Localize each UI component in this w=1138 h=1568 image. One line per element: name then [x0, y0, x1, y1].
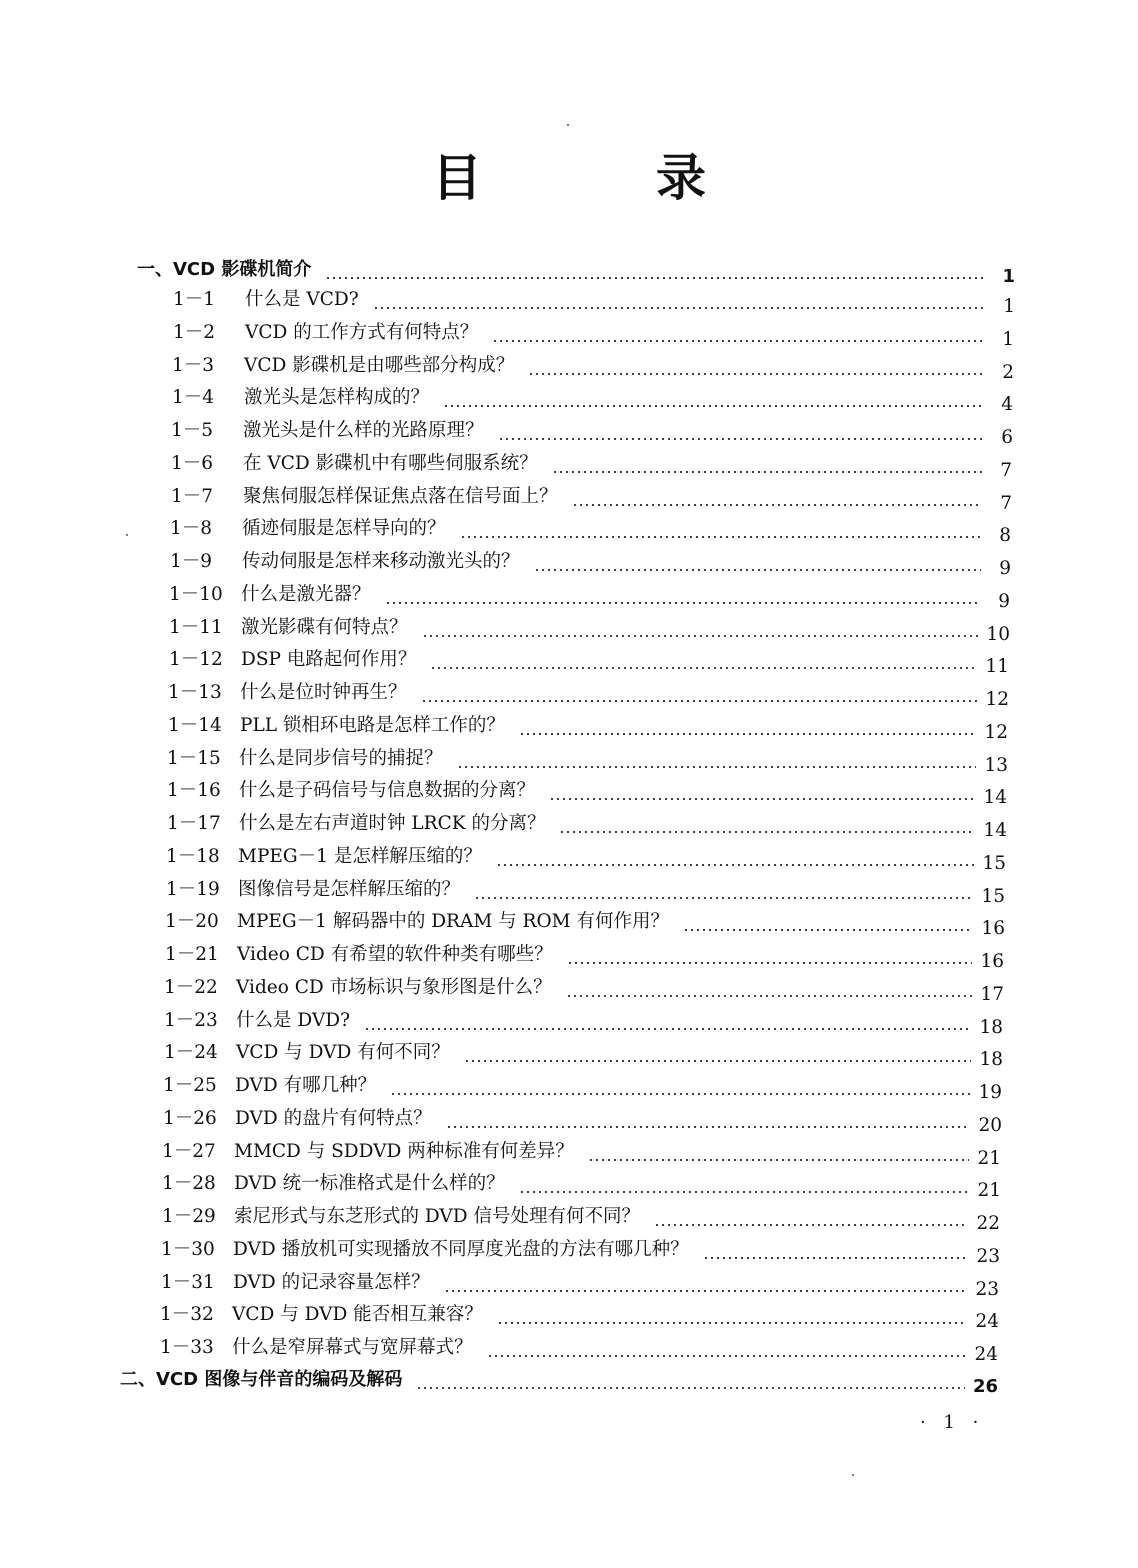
entry-title: 什么是窄屏幕式与宽屏幕式？: [232, 1337, 473, 1358]
entry-title: 索尼形式与东芝形式的 DVD 信号处理有何不同？: [234, 1206, 640, 1227]
entry-title: 激光头是什么样的光路原理？: [243, 420, 484, 441]
entry-number: 1－16: [167, 780, 221, 801]
page-number-ref: 19: [978, 1082, 1002, 1103]
toc-entry: [164, 974, 1004, 1005]
dot-leader: [487, 1334, 967, 1362]
entry-title: MPEG－1 解码器中的 DRAM 与 ROM 有何作用？: [237, 911, 669, 932]
dot-leader: [519, 1170, 970, 1198]
toc-entry: [161, 1269, 999, 1300]
entry-number: 1－19: [166, 879, 220, 900]
entry-number: 1－20: [165, 911, 219, 932]
entry-number: 1－3: [172, 355, 215, 376]
dot-leader: [390, 1072, 970, 1100]
dot-leader: [474, 876, 973, 904]
toc-entry: [167, 745, 1008, 776]
toc-entry: [171, 417, 1013, 448]
entry-title: 在 VCD 影碟机中有哪些伺服系统？: [243, 453, 538, 474]
chapter-entry: [120, 1366, 998, 1397]
entry-title: 什么是同步信号的捕捉？: [239, 748, 443, 769]
entry-number: 1－1: [173, 289, 216, 310]
page-number-ref: 18: [979, 1017, 1003, 1038]
toc-entry: [164, 1039, 1003, 1070]
dot-leader: [443, 384, 983, 412]
dot-leader: [519, 712, 977, 740]
dot-leader: [446, 1105, 971, 1133]
entry-title: 聚焦伺服怎样保证焦点落在信号面上？: [243, 486, 558, 507]
entry-title: 什么是 VCD?: [245, 289, 359, 310]
dot-leader: [325, 256, 985, 284]
dot-leader: [497, 1301, 968, 1329]
toc-entry: [168, 712, 1008, 743]
toc-entry: [167, 810, 1007, 841]
page-number-ref: 15: [981, 886, 1005, 907]
entry-title: 传动伺服是怎样来移动激光头的？: [242, 551, 520, 572]
entry-title: DVD 统一标准格式是什么样的？: [234, 1173, 505, 1194]
entry-number: 1－23: [164, 1010, 218, 1031]
entry-number: 1－22: [164, 977, 218, 998]
entry-title: VCD 与 DVD 有何不同？: [236, 1042, 450, 1063]
toc-entry: [165, 941, 1004, 972]
dot-leader: [416, 1366, 965, 1394]
dot-leader: [444, 1269, 968, 1297]
toc-entry: [167, 777, 1007, 808]
chapter-title: 一、VCD 影碟机简介: [137, 259, 312, 280]
page-number-ref: 6: [1001, 427, 1013, 448]
page-title: 目 录: [432, 149, 768, 207]
entry-number: 1－29: [162, 1206, 216, 1227]
dot-leader: [464, 1039, 972, 1067]
page-number-ref: 9: [999, 558, 1011, 579]
page-number-ref: 24: [974, 1344, 998, 1365]
dot-leader: [654, 1203, 968, 1231]
dot-leader: [496, 843, 975, 871]
page-number-ref: 26: [972, 1376, 998, 1397]
entry-number: 1－18: [166, 846, 220, 867]
entry-number: 1－6: [171, 453, 214, 474]
entry-title: DVD 的记录容量怎样？: [233, 1272, 430, 1293]
toc-entry: [172, 352, 1014, 383]
entry-title: VCD 与 DVD 能否相互兼容？: [232, 1304, 483, 1325]
page-number-ref: 1: [1003, 296, 1015, 317]
dot-leader: [528, 352, 984, 380]
page-number-ref: 16: [980, 951, 1004, 972]
dot-leader: [421, 679, 978, 707]
entry-number: 1－9: [170, 551, 213, 572]
dot-leader: [566, 974, 973, 1002]
entry-title: 什么是左右声道时钟 LRCK 的分离？: [239, 813, 546, 834]
toc-entry: [173, 286, 1015, 317]
page-number-ref: 18: [979, 1049, 1003, 1070]
page-number-ref: 16: [981, 918, 1005, 939]
entry-number: 1－17: [167, 813, 221, 834]
toc-entry: [171, 450, 1012, 481]
page-number-ref: 9: [998, 591, 1010, 612]
entry-title: 什么是 DVD?: [236, 1010, 350, 1031]
entry-title: DSP 电路起何作用？: [241, 649, 417, 670]
entry-number: 1－15: [167, 748, 221, 769]
entry-title: DVD 播放机可实现播放不同厚度光盘的方法有哪几种？: [233, 1239, 689, 1260]
dot-leader: [422, 614, 979, 642]
page-number: · 1 ·: [920, 1412, 985, 1433]
page-number-ref: 10: [986, 624, 1010, 645]
toc-entry: [166, 843, 1006, 874]
toc-entry: [160, 1301, 999, 1332]
dot-leader: [457, 745, 977, 773]
entry-number: 1－25: [163, 1075, 217, 1096]
scan-speck: [852, 1474, 854, 1476]
toc-entry: [162, 1138, 1001, 1169]
toc-entry: [169, 581, 1010, 612]
dot-leader: [588, 1138, 970, 1166]
toc-entry: [172, 384, 1013, 415]
page-number-ref: 21: [977, 1180, 1001, 1201]
toc-entry: [165, 908, 1005, 939]
entry-title: VCD 影碟机是由哪些部分构成？: [244, 355, 515, 376]
page-number-ref: 1: [1002, 266, 1015, 287]
page-number-ref: 13: [984, 755, 1008, 776]
entry-title: 循迹伺服是怎样导向的？: [242, 518, 446, 539]
toc-entry: [163, 1105, 1002, 1136]
entry-number: 1－24: [164, 1042, 218, 1063]
page-number-ref: 17: [980, 984, 1004, 1005]
entry-title: Video CD 有希望的软件种类有哪些？: [237, 944, 553, 965]
entry-number: 1－21: [165, 944, 219, 965]
toc-entry: [163, 1072, 1002, 1103]
toc-entry: [170, 515, 1011, 546]
dot-leader: [567, 941, 973, 969]
scan-speck: [126, 534, 128, 536]
entry-number: 1－33: [160, 1337, 214, 1358]
toc-entry: [171, 483, 1012, 514]
entry-title: DVD 的盘片有何特点？: [235, 1108, 432, 1129]
entry-number: 1－4: [172, 387, 215, 408]
dot-leader: [549, 777, 975, 805]
toc-entry: [169, 614, 1010, 645]
toc-entry: [164, 1007, 1003, 1038]
entry-number: 1－30: [161, 1239, 215, 1260]
toc-entry: [170, 548, 1011, 579]
page-number-ref: 8: [999, 525, 1011, 546]
entry-number: 1－8: [170, 518, 213, 539]
entry-number: 1－2: [173, 322, 216, 343]
page-number-ref: 1: [1002, 329, 1014, 350]
dot-leader: [683, 908, 974, 936]
entry-title: Video CD 市场标识与象形图是什么？: [236, 977, 552, 998]
dot-leader: [498, 417, 983, 445]
page-number-ref: 23: [975, 1279, 999, 1300]
toc-entry: [160, 1334, 998, 1365]
toc-entry: [166, 876, 1005, 907]
entry-title: 激光头是怎样构成的？: [244, 387, 430, 408]
toc-entry: [162, 1203, 1000, 1234]
page-number-ref: 14: [983, 787, 1007, 808]
entry-title: DVD 有哪几种？: [235, 1075, 377, 1096]
entry-number: 1－5: [171, 420, 214, 441]
entry-number: 1－13: [168, 682, 222, 703]
page-number-ref: 12: [985, 689, 1009, 710]
entry-title: 什么是位时钟再生？: [240, 682, 407, 703]
entry-number: 1－12: [169, 649, 223, 670]
dot-leader: [460, 515, 981, 543]
toc-entry: [161, 1236, 1000, 1267]
dot-leader: [385, 581, 980, 609]
page-number-ref: 20: [978, 1115, 1002, 1136]
page-number-ref: 4: [1001, 394, 1013, 415]
entry-title: MPEG－1 是怎样解压缩的？: [238, 846, 482, 867]
toc-entry: [168, 679, 1009, 710]
entry-number: 1－31: [161, 1272, 215, 1293]
page-number-ref: 12: [984, 722, 1008, 743]
toc-entry: [162, 1170, 1001, 1201]
page-number-ref: 15: [982, 853, 1006, 874]
page-number-ref: 22: [976, 1213, 1000, 1234]
page-number-ref: 21: [977, 1148, 1001, 1169]
dot-leader: [572, 483, 982, 511]
page-number-ref: 14: [983, 820, 1007, 841]
chapter-title: 二、VCD 图像与伴音的编码及解码: [120, 1369, 403, 1390]
page-number-ref: 24: [975, 1311, 999, 1332]
entry-title: 激光影碟有何特点？: [241, 617, 408, 638]
dot-leader: [492, 319, 984, 347]
entry-title: PLL 锁相环电路是怎样工作的？: [240, 715, 505, 736]
entry-number: 1－11: [169, 617, 223, 638]
dot-leader: [559, 810, 975, 838]
dot-leader: [534, 548, 981, 576]
entry-number: 1－10: [169, 584, 223, 605]
entry-number: 1－14: [168, 715, 222, 736]
page-number-ref: 7: [1000, 460, 1012, 481]
toc-entry: [173, 319, 1014, 350]
page-number-ref: 23: [976, 1246, 1000, 1267]
page-number-ref: 7: [1000, 493, 1012, 514]
page-number-ref: 2: [1002, 362, 1014, 383]
entry-title: MMCD 与 SDDVD 两种标准有何差异？: [234, 1141, 574, 1162]
entry-title: 什么是子码信号与信息数据的分离？: [239, 780, 536, 801]
entry-number: 1－26: [163, 1108, 217, 1129]
scan-speck: [567, 124, 569, 126]
entry-title: 图像信号是怎样解压缩的？: [238, 879, 461, 900]
entry-number: 1－28: [162, 1173, 216, 1194]
dot-leader: [430, 646, 977, 674]
dot-leader: [552, 450, 982, 478]
entry-number: 1－32: [160, 1304, 214, 1325]
dot-leader: [364, 1007, 971, 1035]
entry-number: 1－7: [171, 486, 214, 507]
entry-number: 1－27: [162, 1141, 216, 1162]
entry-title: VCD 的工作方式有何特点？: [245, 322, 479, 343]
chapter-entry: [137, 256, 1015, 287]
toc-entry: [169, 646, 1009, 677]
entry-title: 什么是激光器？: [241, 584, 371, 605]
dot-leader: [703, 1236, 969, 1264]
page-number-ref: 11: [985, 656, 1009, 677]
dot-leader: [373, 286, 985, 314]
